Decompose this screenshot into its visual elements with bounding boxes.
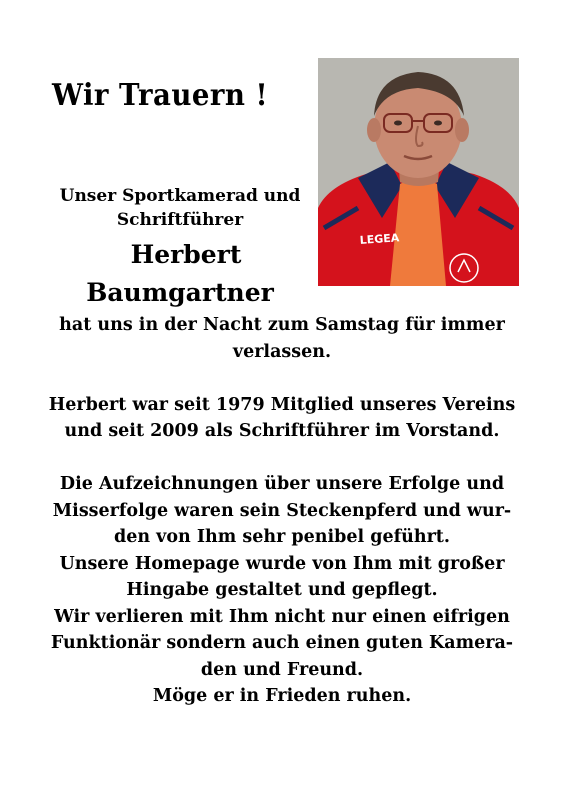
shirt-print: LEGEA bbox=[359, 231, 400, 247]
deceased-first-name: Herbert bbox=[130, 240, 242, 269]
deceased-last-name: Baumgartner bbox=[86, 278, 274, 307]
obituary-text bbox=[0, 312, 564, 710]
paragraph-gap bbox=[0, 445, 564, 472]
text-line: den und Freund. bbox=[200, 659, 364, 680]
paragraph-gap bbox=[0, 365, 564, 392]
text-line: den von Ihm sehr penibel geführt. bbox=[114, 527, 450, 547]
text-line: Möge er in Frieden ruhen. bbox=[152, 686, 412, 706]
text-line: Herbert war seit 1979 Mitglied unseres Vereins bbox=[48, 394, 516, 415]
text-line: und seit 2009 als Schriftführer im Vorstand. bbox=[64, 421, 500, 441]
intro-line-2: Schriftführer bbox=[116, 210, 244, 230]
text-line: Wir verlieren mit Ihm nicht nur einen eifrigen bbox=[54, 606, 510, 627]
text-line: Hingabe gestaltet und gepflegt. bbox=[126, 580, 438, 600]
text-line: verlassen. bbox=[232, 341, 332, 362]
text-line: Misserfolge waren sein Steckenpferd und wur- bbox=[52, 500, 512, 521]
portrait-photo bbox=[318, 58, 519, 286]
text-line: Die Aufzeichnungen über unsere Erfolge und bbox=[59, 474, 505, 494]
page-title: Wir Trauern ! bbox=[52, 78, 269, 113]
text-line: Unsere Homepage wurde von Ihm mit großer bbox=[59, 553, 505, 574]
text-line: Funktionär sondern auch einen guten Kamera- bbox=[50, 633, 514, 653]
intro-line-1: Unser Sportkamerad und bbox=[59, 186, 301, 206]
text-line: hat uns in der Nacht zum Samstag für immer bbox=[59, 315, 505, 335]
